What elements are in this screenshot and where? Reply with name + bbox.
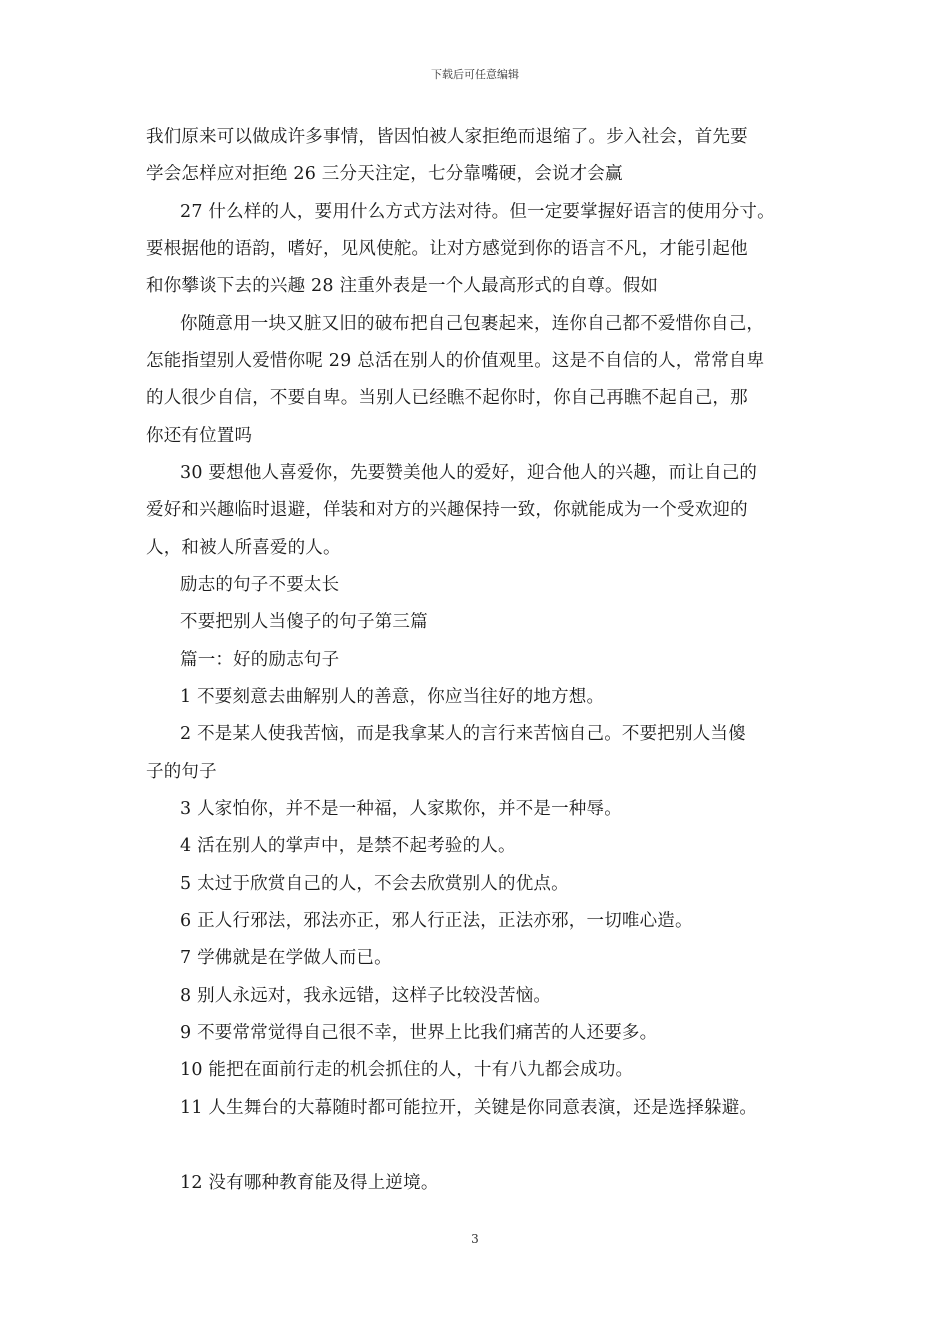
text-line: 学会怎样应对拒绝 26 三分天注定，七分靠嘴硬，会说才会赢 <box>146 164 623 184</box>
list-item: 12 没有哪种教育能及得上逆境。 <box>180 1173 439 1193</box>
list-item: 10 能把在面前行走的机会抓住的人，十有八九都会成功。 <box>180 1060 634 1080</box>
page-header: 下载后可任意编辑 <box>431 68 519 81</box>
text-line: 人，和被人所喜爱的人。 <box>146 538 341 558</box>
text-line: 你还有位置吗 <box>146 426 253 446</box>
text-line: 励志的句子不要太长 <box>180 575 340 595</box>
text-line: 27 什么样的人，要用什么方式方法对待。但一定要掌握好语言的使用分寸。 <box>180 202 775 222</box>
section-subtitle: 篇一：好的励志句子 <box>180 650 340 670</box>
text-line: 30 要想他人喜爱你，先要赞美他人的爱好，迎合他人的兴趣，而让自己的 <box>180 463 758 483</box>
list-item: 4 活在别人的掌声中，是禁不起考验的人。 <box>180 836 516 856</box>
list-item: 3 人家怕你，并不是一种福，人家欺你，并不是一种辱。 <box>180 799 622 819</box>
page-number: 3 <box>471 1232 479 1246</box>
text-line: 爱好和兴趣临时退避，佯装和对方的兴趣保持一致，你就能成为一个受欢迎的 <box>146 500 748 520</box>
text-line: 我们原来可以做成许多事情，皆因怕被人家拒绝而退缩了。步入社会，首先要 <box>146 127 748 147</box>
text-line: 要根据他的语韵，嗜好，见风使舵。让对方感觉到你的语言不凡，才能引起他 <box>146 239 748 259</box>
list-item: 5 太过于欣赏自己的人，不会去欣赏别人的优点。 <box>180 874 569 894</box>
text-line: 和你攀谈下去的兴趣 28 注重外表是一个人最高形式的自尊。假如 <box>146 276 659 296</box>
text-line: 怎能指望别人爱惜你呢 29 总活在别人的价值观里。这是不自信的人，常常自卑 <box>146 351 765 371</box>
list-item: 1 不要刻意去曲解别人的善意，你应当往好的地方想。 <box>180 687 605 707</box>
text-line: 你随意用一块又脏又旧的破布把自己包裹起来，连你自己都不爱惜你自己， <box>180 314 765 334</box>
list-item: 9 不要常常觉得自己很不幸，世界上比我们痛苦的人还要多。 <box>180 1023 658 1043</box>
list-item: 8 别人永远对，我永远错，这样子比较没苦恼。 <box>180 986 552 1006</box>
list-item: 2 不是某人使我苦恼，而是我拿某人的言行来苦恼自己。不要把别人当傻 <box>180 724 746 744</box>
list-item: 7 学佛就是在学做人而已。 <box>180 948 392 968</box>
list-item: 6 正人行邪法，邪法亦正，邪人行正法，正法亦邪，一切唯心造。 <box>180 911 693 931</box>
section-title: 不要把别人当傻子的句子第三篇 <box>180 612 428 632</box>
list-item: 11 人生舞台的大幕随时都可能拉开，关键是你同意表演，还是选择躲避。 <box>180 1098 758 1118</box>
text-line: 的人很少自信，不要自卑。当别人已经瞧不起你时，你自己再瞧不起自己，那 <box>146 388 748 408</box>
list-item-continuation: 子的句子 <box>146 762 217 782</box>
